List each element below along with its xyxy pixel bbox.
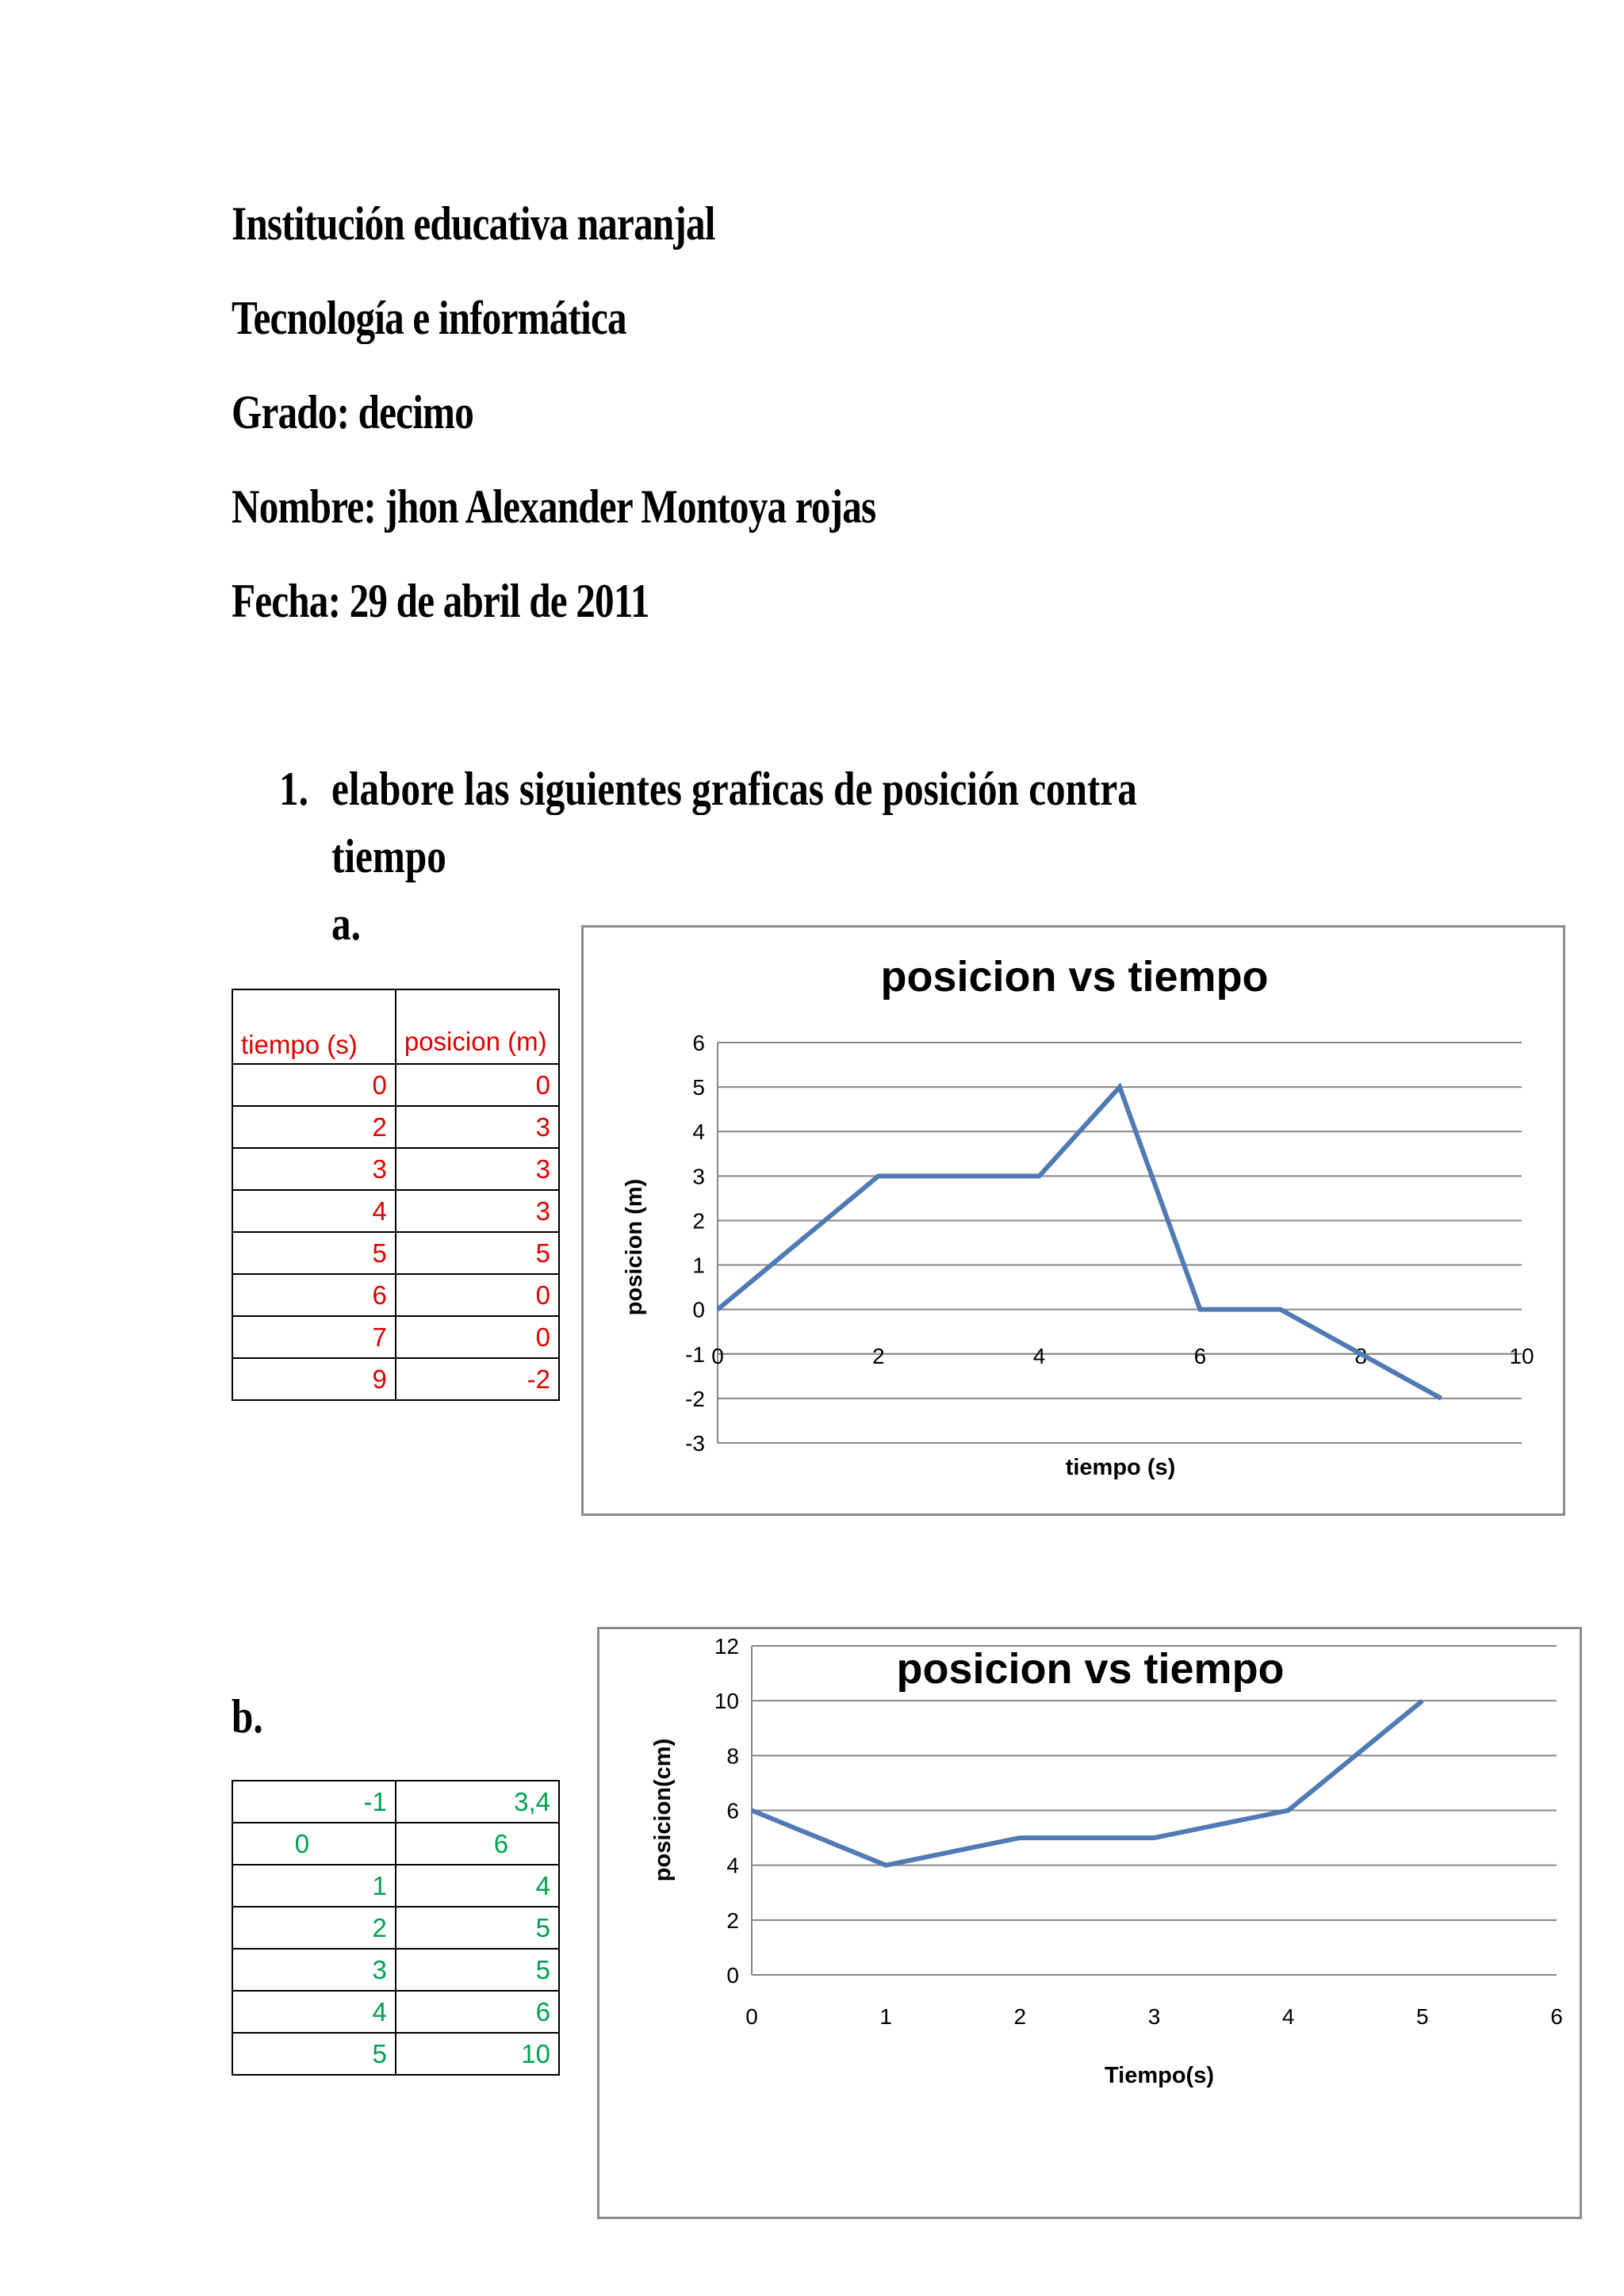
table-row xyxy=(232,1907,559,1949)
table-cell: 1 xyxy=(232,1865,396,1907)
y-tick-label: 4 xyxy=(726,1853,739,1878)
y-tick-label: -1 xyxy=(685,1341,705,1367)
table-cell: 6 xyxy=(396,1991,559,2033)
table-cell: 5 xyxy=(232,2033,396,2075)
table-cell: 2 xyxy=(232,1907,396,1949)
table-row xyxy=(232,1148,559,1190)
table-cell: 7 xyxy=(232,1316,396,1358)
x-tick-label: 10 xyxy=(1509,1344,1534,1368)
chart-b-ylabel: posicion(cm) xyxy=(650,1738,676,1882)
y-tick-label: 3 xyxy=(692,1164,705,1189)
chart-b-frame xyxy=(597,1627,1582,2219)
table-cell: 5 xyxy=(396,1232,559,1274)
table-cell: 4 xyxy=(232,1190,396,1232)
table-cell: 0 xyxy=(232,1823,396,1865)
table-cell: 3 xyxy=(232,1949,396,1991)
table-row xyxy=(232,1949,559,1991)
table-cell: 5 xyxy=(396,1907,559,1949)
chart-b-xlabel: Tiempo(s) xyxy=(1104,2063,1215,2088)
table-row xyxy=(232,1316,559,1358)
table-cell: 0 xyxy=(396,1064,559,1106)
table-cell: 0 xyxy=(232,1064,396,1106)
table-a-header-time: tiempo (s) xyxy=(232,989,396,1064)
table-row xyxy=(232,1064,559,1106)
x-tick-label: 2 xyxy=(1013,2004,1027,2029)
x-tick-label: 5 xyxy=(1416,2004,1429,2029)
chart-a-frame xyxy=(581,925,1565,1516)
table-cell: -2 xyxy=(396,1358,559,1400)
table-cell: 10 xyxy=(396,2033,559,2075)
table-row xyxy=(232,1232,559,1274)
x-tick-label: 3 xyxy=(1147,2004,1161,2029)
series-line xyxy=(718,1087,1442,1399)
table-row xyxy=(232,1781,559,1823)
table-cell: 5 xyxy=(396,1949,559,1991)
institution-title: Institución educativa naranjal xyxy=(232,197,715,250)
y-tick-label: 6 xyxy=(726,1798,739,1823)
y-tick-label: 4 xyxy=(692,1119,705,1145)
table-cell: 4 xyxy=(396,1865,559,1907)
chart-a-xlabel: tiempo (s) xyxy=(1065,1455,1176,1480)
y-tick-label: 0 xyxy=(726,1963,739,1988)
grade-line: Grado: decimo xyxy=(232,386,473,438)
x-tick-label: 1 xyxy=(879,2004,892,2029)
y-tick-label: 12 xyxy=(714,1634,739,1659)
student-name-line: Nombre: jhon Alexander Montoya rojas xyxy=(232,480,876,533)
y-tick-label: 10 xyxy=(714,1689,739,1714)
table-row xyxy=(232,1991,559,2033)
table-cell: 6 xyxy=(396,1823,559,1865)
x-tick-label: 0 xyxy=(711,1344,724,1368)
table-cell: 2 xyxy=(232,1106,396,1148)
table-cell: 0 xyxy=(396,1274,559,1316)
table-row xyxy=(232,1106,559,1148)
table-cell: 3 xyxy=(232,1148,396,1190)
table-a-header-row xyxy=(232,989,559,1064)
question-text-line2: tiempo xyxy=(331,830,446,882)
y-tick-label: 8 xyxy=(726,1743,739,1769)
question-number: 1. xyxy=(279,763,308,815)
table-row xyxy=(232,1190,559,1232)
table-cell: -1 xyxy=(232,1781,396,1823)
table-cell: 3 xyxy=(396,1148,559,1190)
y-tick-label: 1 xyxy=(692,1253,705,1278)
table-cell: 3 xyxy=(396,1106,559,1148)
chart-b-title: posicion vs tiempo xyxy=(896,1645,1285,1693)
y-tick-label: 5 xyxy=(692,1075,705,1100)
table-cell: 6 xyxy=(232,1274,396,1316)
chart-a-ylabel: posicion (m) xyxy=(622,1178,647,1316)
series-line xyxy=(752,1701,1423,1866)
x-tick-label: 4 xyxy=(1281,2004,1295,2029)
table-row xyxy=(232,1274,559,1316)
table-row xyxy=(232,1358,559,1400)
x-tick-label: 6 xyxy=(1550,2004,1563,2029)
table-cell: 3,4 xyxy=(396,1781,559,1823)
table-row xyxy=(232,1823,559,1865)
part-b-label: b. xyxy=(232,1690,263,1743)
y-tick-label: 2 xyxy=(726,1908,739,1933)
table-a-header-position: posicion (m) xyxy=(396,989,559,1064)
question-text-line1: elabore las siguientes graficas de posición contra xyxy=(331,763,1137,815)
table-a xyxy=(232,989,560,1401)
x-tick-label: 8 xyxy=(1354,1344,1367,1368)
x-tick-label: 6 xyxy=(1193,1344,1207,1368)
table-cell: 0 xyxy=(396,1316,559,1358)
y-tick-label: 2 xyxy=(692,1208,705,1234)
y-tick-label: 6 xyxy=(692,1031,705,1055)
x-tick-label: 4 xyxy=(1032,1344,1046,1368)
date-line: Fecha: 29 de abril de 2011 xyxy=(232,575,649,627)
x-tick-label: 2 xyxy=(872,1344,885,1368)
y-tick-label: 0 xyxy=(692,1297,705,1322)
table-cell: 5 xyxy=(232,1232,396,1274)
table-row xyxy=(232,2033,559,2075)
table-b xyxy=(232,1780,560,2076)
chart-b xyxy=(599,1629,1580,2217)
subject-title: Tecnología e informática xyxy=(232,292,626,344)
y-tick-label: -3 xyxy=(685,1431,705,1456)
x-tick-label: 0 xyxy=(745,2004,758,2029)
part-a-label: a. xyxy=(331,897,361,950)
chart-a-title: posicion vs tiempo xyxy=(880,953,1269,1001)
y-tick-label: -2 xyxy=(685,1386,705,1411)
table-row xyxy=(232,1865,559,1907)
table-cell: 3 xyxy=(396,1190,559,1232)
table-cell: 9 xyxy=(232,1358,396,1400)
table-cell: 4 xyxy=(232,1991,396,2033)
chart-a xyxy=(584,928,1563,1513)
